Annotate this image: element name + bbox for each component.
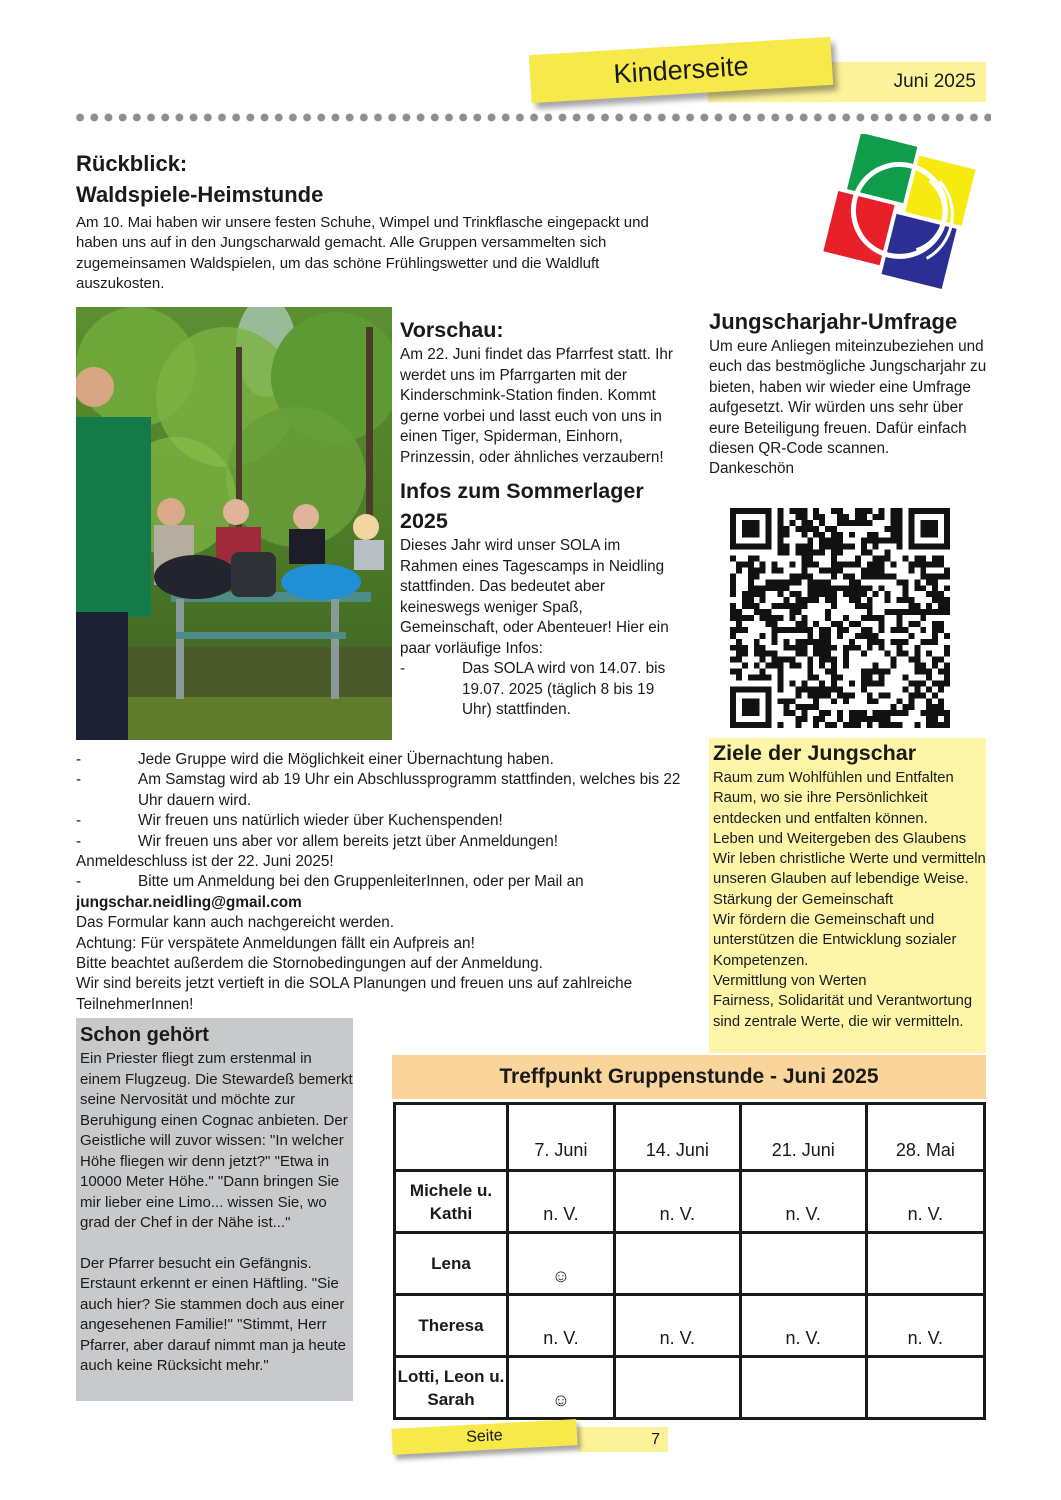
camp-fee-note: Achtung: Für verspätete Anmeldungen fällt ein Aufpreis an! (76, 934, 475, 952)
goals-title: Ziele der Jungschar (713, 741, 917, 765)
joke-text: Der Pfarrer besucht ein Gefängnis. Erstaunt erkennt er einen Häftling. "Sie auch hier? Sie stammen doch aus einer angesehenen Familie!" "Stimmt, Herr Pfarrer, aber darauf nimmt man ja heute auch keine Rücksicht mehr." (80, 1254, 346, 1374)
qr-code-pattern (730, 507, 950, 729)
goal-heading: Leben und Weitergeben des Glaubens (713, 830, 967, 847)
camp-bullet-closing-program: Am Samstag wird ab 19 Uhr ein Abschlussprogramm stattfinden, welches bis 22 Uhr dauern wird. (138, 771, 681, 809)
goal-heading: Stärkung der Gemeinschaft (713, 891, 894, 908)
schedule-header-row (395, 1104, 985, 1171)
group-name: Lotti, Leon u. Sarah (395, 1357, 508, 1419)
middle-column (400, 315, 675, 721)
review-body: Am 10. Mai haben wir unsere festen Schuhe, Wimpel und Trinkflasche eingepackt und haben uns auf in den Jungscharwald gemacht. Alle Gruppen versammelten sich zugemeinsamen Waldspielen, um das schöne Frühlingswetter und die Waldluft auszukosten. (76, 214, 649, 293)
camp-bullet (76, 770, 686, 811)
camp-bullet-cakes: Wir freuen uns natürlich wieder über Kuchenspenden! (138, 812, 503, 830)
smiley-icon: ☺ (508, 1233, 615, 1295)
footer-label: Seite (391, 1419, 577, 1455)
bullet-marker: - (76, 873, 82, 891)
camp-title: Infos zum Sommerlager 2025 (400, 479, 644, 533)
group-name: Theresa (395, 1295, 508, 1357)
camp-bullet-register-mail: Bitte um Anmeldung bei den GruppenleiterInnen, oder per Mail an (138, 873, 584, 891)
bullet-marker: - (76, 751, 82, 768)
schedule-cell: n. V. (740, 1295, 866, 1357)
jungschar-logo-mark (812, 134, 982, 299)
schedule-row (395, 1295, 985, 1357)
schedule-cell (740, 1233, 866, 1295)
bullet-marker: - (76, 832, 82, 850)
schedule-table (393, 1102, 986, 1420)
camp-bullet (76, 750, 686, 770)
camp-deadline: Anmeldeschluss ist der 22. Juni 2025! (76, 853, 334, 871)
schedule-title: Treffpunkt Gruppenstunde - Juni 2025 (392, 1055, 986, 1099)
schedule-cell: n. V. (866, 1295, 984, 1357)
bullet-marker: - (76, 812, 82, 830)
schedule-cell: n. V. (740, 1171, 866, 1233)
camp-bullet-overnight: Jede Gruppe wird die Möglichkeit einer Übernachtung haben. (138, 751, 554, 768)
schedule-cell (614, 1233, 740, 1295)
dotted-divider (73, 113, 991, 122)
camp-bullet (76, 872, 686, 892)
jokes-box (76, 1018, 353, 1401)
goal-text: Raum, wo sie ihre Persönlichkeit entdecken und entfalten können. (713, 790, 928, 827)
schedule-cell: n. V. (508, 1295, 615, 1357)
camp-form-note: Das Formular kann auch nachgereicht werden. (76, 914, 395, 932)
camp-bullet (76, 832, 686, 852)
goal-text: Wir fördern die Gemeinschaft und unterstützen die Entwicklung sozialer Kompetenzen. (713, 912, 957, 969)
camp-closing: Wir sind bereits jetzt vertieft in die SOLA Planungen und freuen uns auf zahlreiche TeilnehmerInnen! (76, 975, 633, 1013)
goal-text: Wir leben christliche Werte und vermitteln unseren Glauben auf lebendige Weise. (713, 851, 986, 888)
review-title-line1: Rückblick: (76, 151, 188, 176)
schedule-row (395, 1171, 985, 1233)
schedule-row (395, 1233, 985, 1295)
survey-section (709, 307, 989, 480)
camp-bullet (400, 659, 675, 721)
photo-illustration (76, 307, 392, 740)
schedule-corner-cell (395, 1104, 508, 1171)
page-number: 7 (651, 1431, 660, 1448)
goal-text: Fairness, Solidarität und Verantwortung sind zentrale Werte, die wir vermitteln. (713, 993, 973, 1030)
camp-intro: Dieses Jahr wird unser SOLA im Rahmen eines Tagescamps in Neidling stattfinden. Das bedeutet aber keineswegs weniger Spaß, Gemeinschaft, oder Abenteuer! Hier ein paar vorläufige Infos: (400, 537, 669, 657)
schedule-cell: n. V. (614, 1171, 740, 1233)
group-name: Lena (395, 1233, 508, 1295)
schedule-date-header: 28. Mai (866, 1104, 984, 1171)
camp-bullet (76, 811, 686, 831)
review-title-line2: Waldspiele-Heimstunde (76, 182, 324, 207)
camp-bullet-registrations: Wir freuen uns aber vor allem bereits jetzt über Anmeldungen! (138, 832, 559, 850)
contact-email-link[interactable]: jungschar.neidling@gmail.com (76, 893, 302, 911)
issue-date: Juni 2025 (893, 71, 976, 92)
survey-qr-code[interactable] (730, 507, 950, 729)
schedule-cell: n. V. (508, 1171, 615, 1233)
survey-body: Um eure Anliegen miteinzubeziehen und euch das bestmögliche Jungscharjahr zu bieten, haben wir wieder eine Umfrage aufgesetzt. Wir würden uns sehr über eure Beteiligung freuen. Dafür einfach diesen QR-Code scannen. (709, 338, 987, 458)
review-title (76, 148, 323, 210)
schedule-cell (614, 1357, 740, 1419)
schedule-cell: n. V. (866, 1171, 984, 1233)
schedule-cell: n. V. (614, 1295, 740, 1357)
group-name: Michele u. Kathi (395, 1171, 508, 1233)
jungschar-logo (812, 134, 982, 299)
jokes-title: Schon gehört (80, 1024, 209, 1046)
preview-body: Am 22. Juni findet das Pfarrfest statt. Ihr werdet uns im Pfarrgarten mit der Kinderschmink-Station finden. Kommt gerne vorbei und lasst euch von uns in einen Tiger, Spiderman, Einhorn, Prinzessin, oder ähnliches verzaubern! (400, 346, 673, 466)
survey-thanks: Dankeschön (709, 460, 795, 478)
joke-text: Ein Priester fliegt zum erstenmal in einem Flugzeug. Die Stewardeß bemerkt seine Nervosität und möchte zur Beruhigung einen Cognac anbieten. Der Geistliche will zuvor wissen: "In welcher Höhe fliegen wir denn jetzt?" "Etwa in 10000 Meter Höhe." "Dann bringen Sie mir lieber eine Limo... wissen Sie, wo grad der Chef in der Nähe ist..." (80, 1050, 353, 1231)
schedule-row (395, 1357, 985, 1419)
schedule-cell (866, 1233, 984, 1295)
goal-heading: Vermittlung von Werten (713, 972, 867, 989)
forest-group-photo (76, 307, 392, 740)
schedule-cell (740, 1357, 866, 1419)
schedule-date-header: 21. Juni (740, 1104, 866, 1171)
bullet-marker: - (400, 660, 406, 677)
schedule-date-header: 7. Juni (508, 1104, 615, 1171)
schedule-cell (866, 1357, 984, 1419)
section-tag: Kinderseite (529, 37, 833, 103)
survey-title: Jungscharjahr-Umfrage (709, 309, 958, 334)
smiley-icon: ☺ (508, 1357, 615, 1419)
camp-storno-note: Bitte beachtet außerdem die Stornobedingungen auf der Anmeldung. (76, 955, 543, 973)
bullet-marker: - (76, 771, 82, 789)
goals-box (709, 738, 986, 1053)
camp-bullet-dates: Das SOLA wird von 14.07. bis 19.07. 2025 (täglich 8 bis 19 Uhr) stattfinden. (462, 660, 666, 718)
goal-heading: Raum zum Wohlfühlen und Entfalten (713, 770, 954, 786)
schedule-date-header: 14. Juni (614, 1104, 740, 1171)
preview-title: Vorschau: (400, 318, 504, 342)
camp-details (76, 750, 686, 1015)
